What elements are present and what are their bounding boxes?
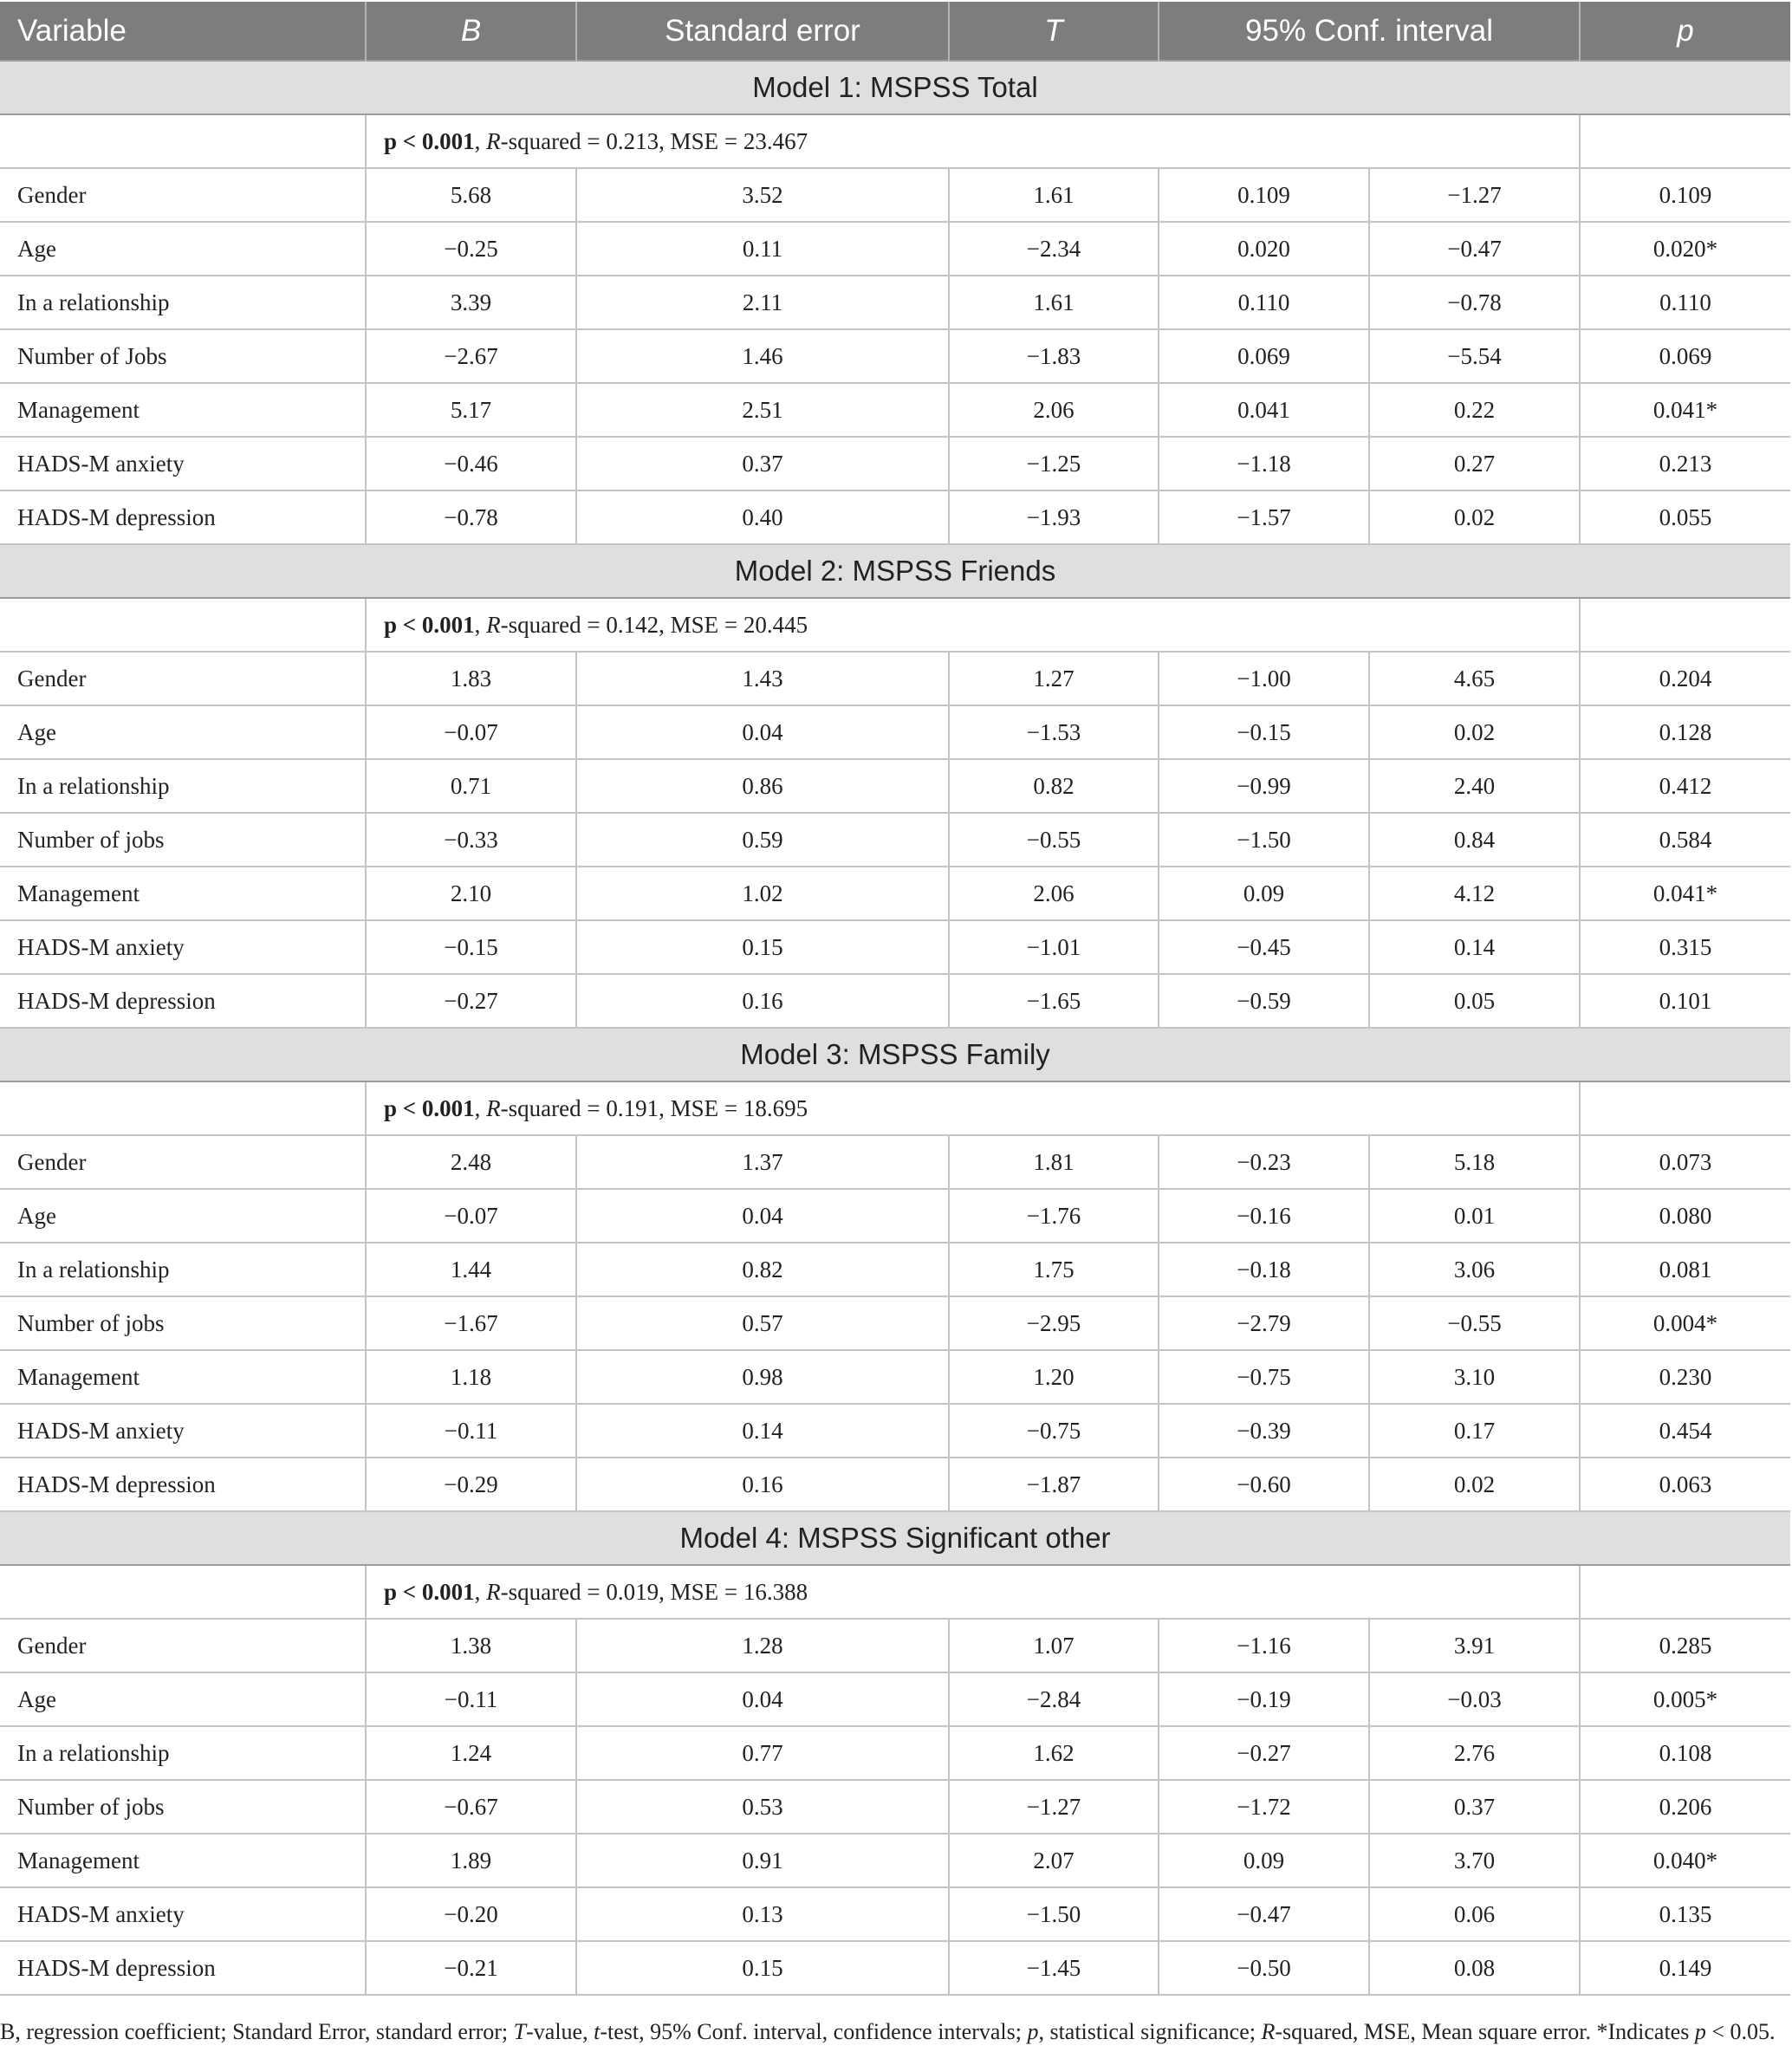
cell-ci-high: 0.02 xyxy=(1369,490,1580,544)
cell-t: −1.87 xyxy=(949,1458,1159,1511)
cell-ci-high: 3.91 xyxy=(1369,1619,1580,1672)
header-b: B xyxy=(366,2,576,61)
cell-t: 1.61 xyxy=(949,276,1159,329)
table-row xyxy=(0,1243,1790,1296)
table-footnote xyxy=(0,2019,1776,2045)
cell-b: 1.24 xyxy=(366,1726,576,1780)
model-section-row xyxy=(0,61,1790,114)
cell-ci-high: 0.05 xyxy=(1369,974,1580,1028)
cell-p: 0.041* xyxy=(1580,867,1790,920)
cell-t: 1.81 xyxy=(949,1135,1159,1189)
cell-standard-error: 0.77 xyxy=(576,1726,949,1780)
cell-ci-high: −1.27 xyxy=(1369,168,1580,222)
cell-ci-low: −0.50 xyxy=(1159,1941,1369,1995)
cell-p: 0.213 xyxy=(1580,437,1790,490)
cell-ci-low: −0.60 xyxy=(1159,1458,1369,1511)
cell-standard-error: 0.37 xyxy=(576,437,949,490)
cell-p: 0.109 xyxy=(1580,168,1790,222)
cell-variable: HADS-M depression xyxy=(0,974,366,1028)
header-row xyxy=(0,2,1790,61)
footnote-text: -test, 95% Conf. interval, confidence intervals; xyxy=(600,2019,1028,2044)
cell-ci-low: −1.50 xyxy=(1159,813,1369,867)
cell-t: −1.45 xyxy=(949,1941,1159,1995)
cell-p: 0.204 xyxy=(1580,652,1790,705)
cell-ci-high: 0.14 xyxy=(1369,920,1580,974)
cell-t: −1.27 xyxy=(949,1780,1159,1834)
cell-b: 5.68 xyxy=(366,168,576,222)
cell-ci-high: 2.40 xyxy=(1369,759,1580,813)
model-r-squared-mse: -squared = 0.213, MSE = 23.467 xyxy=(500,127,808,154)
cell-p: 0.055 xyxy=(1580,490,1790,544)
model-r-label: R xyxy=(486,127,501,154)
cell-ci-high: 0.06 xyxy=(1369,1887,1580,1941)
table-row xyxy=(0,974,1790,1028)
cell-b: −0.20 xyxy=(366,1887,576,1941)
cell-p: 0.315 xyxy=(1580,920,1790,974)
cell-ci-low: −0.39 xyxy=(1159,1404,1369,1458)
cell-t: 0.82 xyxy=(949,759,1159,813)
cell-ci-low: −1.72 xyxy=(1159,1780,1369,1834)
cell-t: −1.65 xyxy=(949,974,1159,1028)
cell-t: 1.07 xyxy=(949,1619,1159,1672)
header-standard-error: Standard error xyxy=(576,2,949,61)
header-t: T xyxy=(949,2,1159,61)
footnote-text: , statistical significance; xyxy=(1038,2019,1262,2044)
cell-standard-error: 1.28 xyxy=(576,1619,949,1672)
cell-b: 1.44 xyxy=(366,1243,576,1296)
cell-standard-error: 0.04 xyxy=(576,705,949,759)
cell-variable: Management xyxy=(0,1350,366,1404)
cell-p: 0.080 xyxy=(1580,1189,1790,1243)
model-r-squared-mse: -squared = 0.019, MSE = 16.388 xyxy=(500,1578,808,1605)
cell-t: 1.75 xyxy=(949,1243,1159,1296)
cell-b: 0.71 xyxy=(366,759,576,813)
table-row xyxy=(0,1941,1790,1995)
cell-ci-high: 0.22 xyxy=(1369,383,1580,437)
cell-p: 0.069 xyxy=(1580,329,1790,383)
cell-variable: Number of jobs xyxy=(0,813,366,867)
cell-b: −0.29 xyxy=(366,1458,576,1511)
table-row xyxy=(0,1296,1790,1350)
cell-ci-low: −0.15 xyxy=(1159,705,1369,759)
cell-ci-high: 0.02 xyxy=(1369,1458,1580,1511)
cell-variable: HADS-M anxiety xyxy=(0,1887,366,1941)
cell-b: −0.15 xyxy=(366,920,576,974)
model-stats-empty xyxy=(0,1565,366,1619)
cell-ci-low: −1.16 xyxy=(1159,1619,1369,1672)
table-row xyxy=(0,813,1790,867)
model-stats-empty xyxy=(1580,114,1790,168)
cell-ci-low: 0.069 xyxy=(1159,329,1369,383)
table-row xyxy=(0,1887,1790,1941)
model-title: Model 3: MSPSS Family xyxy=(0,1028,1790,1081)
cell-variable: Management xyxy=(0,383,366,437)
table-row xyxy=(0,1780,1790,1834)
cell-b: 1.38 xyxy=(366,1619,576,1672)
cell-t: −0.55 xyxy=(949,813,1159,867)
model-r-label: R xyxy=(486,1094,501,1121)
model-r-label: R xyxy=(486,611,501,638)
cell-t: −0.75 xyxy=(949,1404,1159,1458)
table-row xyxy=(0,1726,1790,1780)
cell-b: −0.11 xyxy=(366,1404,576,1458)
table-row xyxy=(0,1135,1790,1189)
cell-ci-low: 0.09 xyxy=(1159,867,1369,920)
cell-ci-high: 0.37 xyxy=(1369,1780,1580,1834)
cell-standard-error: 0.04 xyxy=(576,1672,949,1726)
cell-b: −1.67 xyxy=(366,1296,576,1350)
cell-ci-high: 3.10 xyxy=(1369,1350,1580,1404)
cell-t: −1.25 xyxy=(949,437,1159,490)
model-stats-empty xyxy=(1580,598,1790,652)
cell-t: −2.95 xyxy=(949,1296,1159,1350)
cell-variable: HADS-M depression xyxy=(0,1458,366,1511)
cell-t: 1.61 xyxy=(949,168,1159,222)
model-section-row xyxy=(0,1028,1790,1081)
model-p-value: p < 0.001 xyxy=(384,127,475,154)
footnote-text: p xyxy=(1694,2019,1706,2044)
table-row xyxy=(0,705,1790,759)
cell-p: 0.285 xyxy=(1580,1619,1790,1672)
cell-standard-error: 0.16 xyxy=(576,1458,949,1511)
cell-ci-high: 3.06 xyxy=(1369,1243,1580,1296)
regression-table xyxy=(0,2,1790,1996)
cell-standard-error: 0.13 xyxy=(576,1887,949,1941)
cell-b: −0.27 xyxy=(366,974,576,1028)
table-row xyxy=(0,1619,1790,1672)
cell-t: −1.76 xyxy=(949,1189,1159,1243)
table-row xyxy=(0,168,1790,222)
table-row xyxy=(0,1458,1790,1511)
header-p: p xyxy=(1580,2,1790,61)
cell-b: −0.11 xyxy=(366,1672,576,1726)
cell-ci-high: 0.01 xyxy=(1369,1189,1580,1243)
cell-b: 1.18 xyxy=(366,1350,576,1404)
table-row xyxy=(0,1189,1790,1243)
model-r-squared-mse: -squared = 0.142, MSE = 20.445 xyxy=(500,611,808,638)
cell-ci-low: −0.59 xyxy=(1159,974,1369,1028)
cell-b: 2.10 xyxy=(366,867,576,920)
cell-ci-low: 0.09 xyxy=(1159,1834,1369,1887)
table-row xyxy=(0,867,1790,920)
cell-b: 3.39 xyxy=(366,276,576,329)
cell-b: −0.78 xyxy=(366,490,576,544)
cell-t: 2.06 xyxy=(949,867,1159,920)
cell-variable: Management xyxy=(0,867,366,920)
cell-standard-error: 0.86 xyxy=(576,759,949,813)
cell-ci-low: −0.18 xyxy=(1159,1243,1369,1296)
model-stats-empty xyxy=(0,114,366,168)
table-row xyxy=(0,759,1790,813)
cell-b: −2.67 xyxy=(366,329,576,383)
cell-standard-error: 1.37 xyxy=(576,1135,949,1189)
cell-standard-error: 0.53 xyxy=(576,1780,949,1834)
footnote-text: < 0.05. xyxy=(1705,2019,1776,2044)
cell-ci-high: 0.08 xyxy=(1369,1941,1580,1995)
cell-t: −1.01 xyxy=(949,920,1159,974)
model-stats-empty xyxy=(0,598,366,652)
model-r-label: R xyxy=(486,1578,501,1605)
cell-ci-low: −0.19 xyxy=(1159,1672,1369,1726)
cell-standard-error: 2.51 xyxy=(576,383,949,437)
table-row xyxy=(0,329,1790,383)
cell-ci-low: −0.99 xyxy=(1159,759,1369,813)
cell-ci-high: 4.65 xyxy=(1369,652,1580,705)
table-row xyxy=(0,1350,1790,1404)
cell-t: 1.62 xyxy=(949,1726,1159,1780)
cell-b: 1.89 xyxy=(366,1834,576,1887)
cell-ci-high: −0.47 xyxy=(1369,222,1580,276)
cell-variable: In a relationship xyxy=(0,1726,366,1780)
footnote-text: T xyxy=(513,2019,527,2044)
cell-ci-low: −0.47 xyxy=(1159,1887,1369,1941)
table-row xyxy=(0,652,1790,705)
model-title: Model 4: MSPSS Significant other xyxy=(0,1511,1790,1565)
cell-variable: In a relationship xyxy=(0,276,366,329)
cell-variable: Age xyxy=(0,1189,366,1243)
cell-ci-high: −0.55 xyxy=(1369,1296,1580,1350)
cell-ci-low: −1.57 xyxy=(1159,490,1369,544)
cell-ci-low: 0.020 xyxy=(1159,222,1369,276)
table-row xyxy=(0,920,1790,974)
cell-ci-low: −0.27 xyxy=(1159,1726,1369,1780)
cell-p: 0.101 xyxy=(1580,974,1790,1028)
header-conf-interval: 95% Conf. interval xyxy=(1159,2,1580,61)
cell-ci-low: −0.75 xyxy=(1159,1350,1369,1404)
table-row xyxy=(0,383,1790,437)
cell-variable: Gender xyxy=(0,1135,366,1189)
cell-p: 0.584 xyxy=(1580,813,1790,867)
cell-ci-high: 0.84 xyxy=(1369,813,1580,867)
model-stats: p < 0.001, R-squared = 0.191, MSE = 18.695 xyxy=(366,1081,1580,1135)
cell-ci-low: 0.110 xyxy=(1159,276,1369,329)
cell-p: 0.108 xyxy=(1580,1726,1790,1780)
cell-variable: Age xyxy=(0,1672,366,1726)
cell-b: −0.67 xyxy=(366,1780,576,1834)
cell-standard-error: 2.11 xyxy=(576,276,949,329)
cell-p: 0.149 xyxy=(1580,1941,1790,1995)
cell-ci-low: −0.16 xyxy=(1159,1189,1369,1243)
cell-standard-error: 0.15 xyxy=(576,920,949,974)
cell-b: −0.07 xyxy=(366,1189,576,1243)
model-stats-row xyxy=(0,598,1790,652)
cell-b: −0.21 xyxy=(366,1941,576,1995)
cell-ci-high: 3.70 xyxy=(1369,1834,1580,1887)
cell-variable: Gender xyxy=(0,1619,366,1672)
model-stats: p < 0.001, R-squared = 0.213, MSE = 23.467 xyxy=(366,114,1580,168)
cell-b: −0.25 xyxy=(366,222,576,276)
model-stats-empty xyxy=(1580,1565,1790,1619)
cell-p: 0.412 xyxy=(1580,759,1790,813)
cell-t: 2.06 xyxy=(949,383,1159,437)
footnote-text: -squared, MSE, Mean square error. *Indicates xyxy=(1275,2019,1695,2044)
table-row xyxy=(0,1834,1790,1887)
cell-ci-low: −0.23 xyxy=(1159,1135,1369,1189)
cell-variable: Number of jobs xyxy=(0,1296,366,1350)
cell-p: 0.063 xyxy=(1580,1458,1790,1511)
cell-t: −2.84 xyxy=(949,1672,1159,1726)
cell-standard-error: 0.11 xyxy=(576,222,949,276)
model-p-value: p < 0.001 xyxy=(384,1578,475,1605)
cell-b: 5.17 xyxy=(366,383,576,437)
cell-p: 0.005* xyxy=(1580,1672,1790,1726)
cell-standard-error: 3.52 xyxy=(576,168,949,222)
model-stats-empty xyxy=(0,1081,366,1135)
cell-ci-high: 0.27 xyxy=(1369,437,1580,490)
model-p-value: p < 0.001 xyxy=(384,611,475,638)
table-row xyxy=(0,222,1790,276)
model-p-value: p < 0.001 xyxy=(384,1094,475,1121)
cell-t: −1.93 xyxy=(949,490,1159,544)
cell-p: 0.004* xyxy=(1580,1296,1790,1350)
cell-variable: Age xyxy=(0,222,366,276)
model-title: Model 1: MSPSS Total xyxy=(0,61,1790,114)
cell-ci-high: 2.76 xyxy=(1369,1726,1580,1780)
cell-ci-low: −0.45 xyxy=(1159,920,1369,974)
table-row xyxy=(0,276,1790,329)
model-stats: p < 0.001, R-squared = 0.142, MSE = 20.445 xyxy=(366,598,1580,652)
cell-p: 0.073 xyxy=(1580,1135,1790,1189)
cell-variable: In a relationship xyxy=(0,759,366,813)
cell-p: 0.230 xyxy=(1580,1350,1790,1404)
cell-t: 2.07 xyxy=(949,1834,1159,1887)
cell-t: −1.83 xyxy=(949,329,1159,383)
table-row xyxy=(0,490,1790,544)
footnote-text: R xyxy=(1261,2019,1276,2044)
cell-ci-low: 0.109 xyxy=(1159,168,1369,222)
cell-variable: In a relationship xyxy=(0,1243,366,1296)
cell-b: −0.46 xyxy=(366,437,576,490)
cell-p: 0.454 xyxy=(1580,1404,1790,1458)
cell-p: 0.128 xyxy=(1580,705,1790,759)
cell-ci-high: −5.54 xyxy=(1369,329,1580,383)
cell-variable: Gender xyxy=(0,652,366,705)
cell-standard-error: 0.14 xyxy=(576,1404,949,1458)
model-stats-empty xyxy=(1580,1081,1790,1135)
cell-standard-error: 0.91 xyxy=(576,1834,949,1887)
model-r-squared-mse: -squared = 0.191, MSE = 18.695 xyxy=(500,1094,808,1121)
cell-ci-high: 0.17 xyxy=(1369,1404,1580,1458)
cell-t: 1.20 xyxy=(949,1350,1159,1404)
footnote-text: -value, xyxy=(526,2019,594,2044)
cell-variable: HADS-M depression xyxy=(0,490,366,544)
table-row xyxy=(0,1404,1790,1458)
model-title: Model 2: MSPSS Friends xyxy=(0,544,1790,598)
cell-ci-low: 0.041 xyxy=(1159,383,1369,437)
cell-ci-low: −2.79 xyxy=(1159,1296,1369,1350)
cell-p: 0.110 xyxy=(1580,276,1790,329)
cell-ci-high: 4.12 xyxy=(1369,867,1580,920)
cell-t: 1.27 xyxy=(949,652,1159,705)
model-stats-row xyxy=(0,114,1790,168)
cell-p: 0.020* xyxy=(1580,222,1790,276)
model-section-row xyxy=(0,544,1790,598)
footnote-text: t xyxy=(594,2019,601,2044)
cell-ci-high: 0.02 xyxy=(1369,705,1580,759)
cell-standard-error: 1.46 xyxy=(576,329,949,383)
cell-variable: Number of jobs xyxy=(0,1780,366,1834)
cell-variable: HADS-M anxiety xyxy=(0,1404,366,1458)
footnote-text: B, regression coefficient; Standard Error, standard error; xyxy=(0,2019,514,2044)
cell-t: −1.50 xyxy=(949,1887,1159,1941)
table-row xyxy=(0,437,1790,490)
cell-ci-high: −0.03 xyxy=(1369,1672,1580,1726)
model-stats-row xyxy=(0,1081,1790,1135)
cell-standard-error: 1.02 xyxy=(576,867,949,920)
cell-standard-error: 1.43 xyxy=(576,652,949,705)
cell-b: 1.83 xyxy=(366,652,576,705)
footnote-text: p xyxy=(1027,2019,1039,2044)
cell-variable: HADS-M anxiety xyxy=(0,437,366,490)
cell-variable: Number of Jobs xyxy=(0,329,366,383)
model-stats: p < 0.001, R-squared = 0.019, MSE = 16.388 xyxy=(366,1565,1580,1619)
cell-ci-high: 5.18 xyxy=(1369,1135,1580,1189)
cell-p: 0.041* xyxy=(1580,383,1790,437)
cell-p: 0.135 xyxy=(1580,1887,1790,1941)
cell-standard-error: 0.16 xyxy=(576,974,949,1028)
cell-standard-error: 0.82 xyxy=(576,1243,949,1296)
cell-standard-error: 0.57 xyxy=(576,1296,949,1350)
cell-p: 0.040* xyxy=(1580,1834,1790,1887)
cell-ci-low: −1.18 xyxy=(1159,437,1369,490)
cell-standard-error: 0.40 xyxy=(576,490,949,544)
cell-t: −1.53 xyxy=(949,705,1159,759)
cell-variable: Age xyxy=(0,705,366,759)
cell-b: 2.48 xyxy=(366,1135,576,1189)
cell-ci-low: −1.00 xyxy=(1159,652,1369,705)
cell-standard-error: 0.15 xyxy=(576,1941,949,1995)
model-section-row xyxy=(0,1511,1790,1565)
cell-standard-error: 0.98 xyxy=(576,1350,949,1404)
cell-variable: HADS-M depression xyxy=(0,1941,366,1995)
cell-variable: Gender xyxy=(0,168,366,222)
cell-p: 0.206 xyxy=(1580,1780,1790,1834)
cell-b: −0.07 xyxy=(366,705,576,759)
model-stats-row xyxy=(0,1565,1790,1619)
cell-t: −2.34 xyxy=(949,222,1159,276)
cell-p: 0.081 xyxy=(1580,1243,1790,1296)
cell-variable: Management xyxy=(0,1834,366,1887)
cell-b: −0.33 xyxy=(366,813,576,867)
cell-standard-error: 0.59 xyxy=(576,813,949,867)
cell-ci-high: −0.78 xyxy=(1369,276,1580,329)
cell-variable: HADS-M anxiety xyxy=(0,920,366,974)
table-row xyxy=(0,1672,1790,1726)
cell-standard-error: 0.04 xyxy=(576,1189,949,1243)
header-variable: Variable xyxy=(0,2,366,61)
